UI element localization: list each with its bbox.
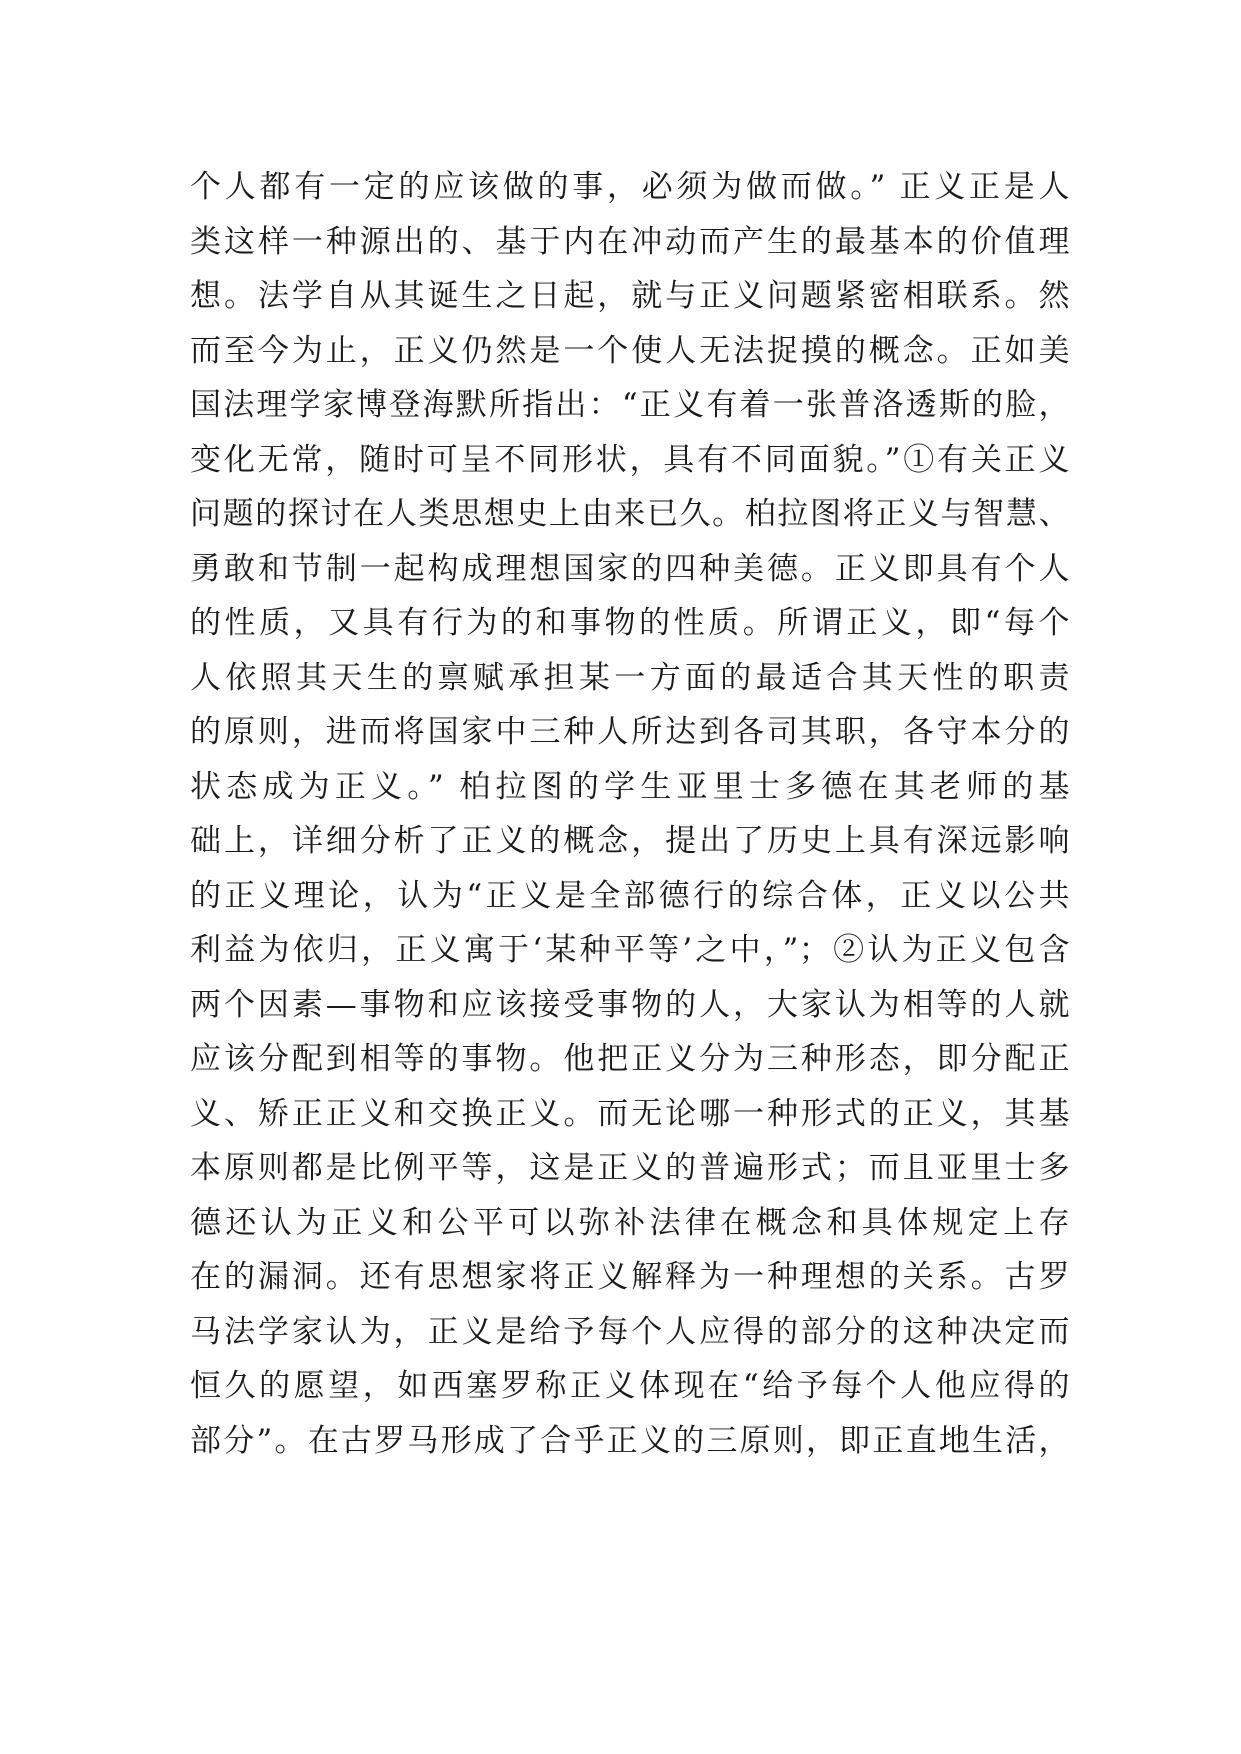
text-line: 部分”。在古罗马形成了合乎正义的三原则，即正直地生活， xyxy=(190,1422,1070,1459)
text-line: 问题的探讨在人类思想史上由来已久。柏拉图将正义与智慧、 xyxy=(190,496,1070,532)
text-line: 变化无常，随时可呈不同形状，具有不同面貌。”①有关正义 xyxy=(190,441,1070,478)
text-line: 马法学家认为，正义是给予每个人应得的部分的这种决定而 xyxy=(190,1313,1070,1350)
text-line: 状态成为正义。” 柏拉图的学生亚里士多德在其老师的基 xyxy=(190,768,1070,805)
text-line: 应该分配到相等的事物。他把正义分为三种形态，即分配正 xyxy=(190,1041,1070,1077)
text-line: 类这样一种源出的、基于内在冲动而产生的最基本的价值理 xyxy=(190,223,1070,260)
text-line: 本原则都是比例平等，这是正义的普遍形式；而且亚里士多 xyxy=(190,1150,1070,1186)
text-line: 勇敢和节制一起构成理想国家的四种美德。正义即具有个人 xyxy=(190,550,1070,587)
text-line: 础上，详细分析了正义的概念，提出了历史上具有深远影响 xyxy=(190,823,1070,859)
text-line: 的正义理论，认为“正义是全部德行的综合体，正义以公共 xyxy=(190,877,1070,914)
text-line: 利益为依归，正义寓于‘某种平等’之中，”；②认为正义包含 xyxy=(190,932,1070,968)
text-line: 而至今为止，正义仍然是一个使人无法捉摸的概念。正如美 xyxy=(190,332,1070,369)
text-line: 恒久的愿望，如西塞罗称正义体现在“给予每个人他应得的 xyxy=(190,1368,1070,1404)
text-line: 德还认为正义和公平可以弥补法律在概念和具体规定上存 xyxy=(190,1204,1070,1241)
text-line: 国法理学家博登海默所指出：“正义有着一张普洛透斯的脸， xyxy=(190,387,1070,423)
text-line: 人依照其天生的禀赋承担某一方面的最适合其天性的职责 xyxy=(190,659,1070,696)
text-line: 义、矫正正义和交换正义。而无论哪一种形式的正义，其基 xyxy=(190,1095,1070,1132)
text-line: 的性质，又具有行为的和事物的性质。所谓正义，即“每个 xyxy=(190,605,1070,641)
text-line: 想。法学自从其诞生之日起，就与正义问题紧密相联系。然 xyxy=(190,278,1070,314)
text-line: 在的漏洞。还有思想家将正义解释为一种理想的关系。古罗 xyxy=(190,1259,1070,1295)
text-line: 个人都有一定的应该做的事，必须为做而做。” 正义正是人 xyxy=(190,169,1070,205)
text-line: 的原则，进而将国家中三种人所达到各司其职，各守本分的 xyxy=(190,714,1070,750)
body-text xyxy=(190,160,1070,1468)
text-line: 两个因素—事物和应该接受事物的人，大家认为相等的人就 xyxy=(190,986,1070,1023)
